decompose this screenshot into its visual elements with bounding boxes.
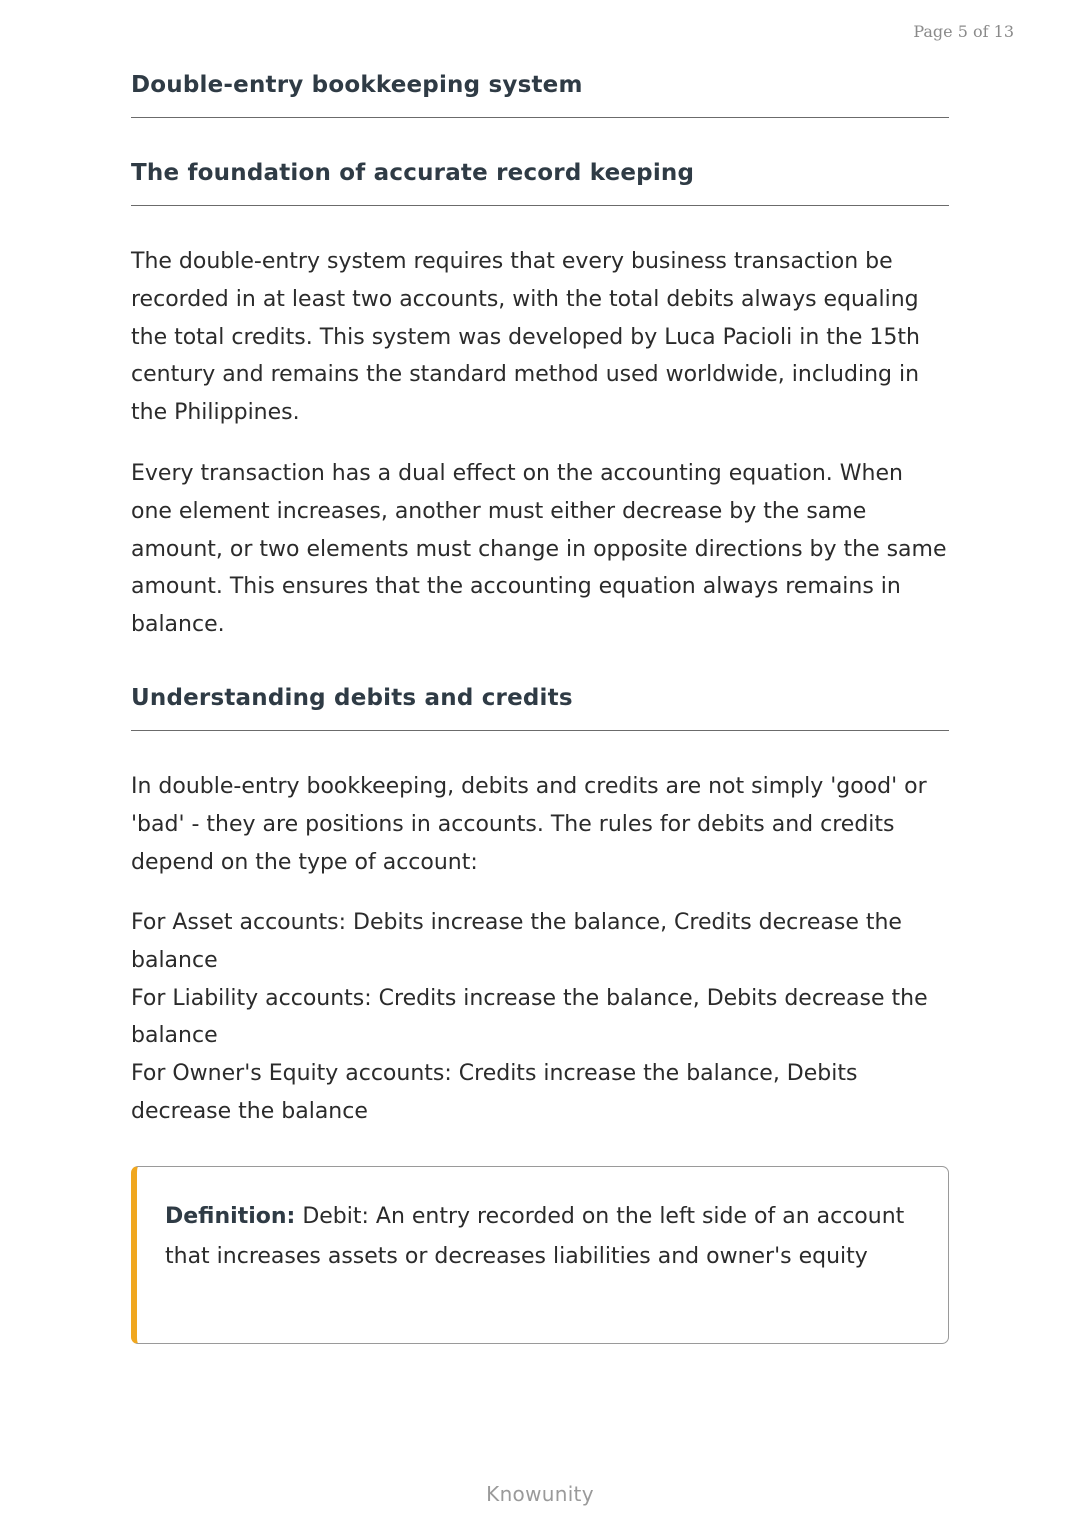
section-divider bbox=[131, 730, 949, 731]
definition-body: Debit: An entry recorded on the left side of an account that increases assets or decreases liabilities and owner's equity bbox=[165, 1204, 905, 1269]
paragraph: In double-entry bookkeeping, debits and credits are not simply 'good' or 'bad' - they are positions in accounts. The rules for debits and credits depend on the type of account: bbox=[131, 774, 927, 875]
paragraph: The double-entry system requires that every business transaction be recorded in at least two accounts, with the total debits always equaling the total credits. This system was developed by Luca Pacioli in the 15th century and remains the standard method used worldwide, including in the Philippines. bbox=[131, 249, 920, 426]
section-divider bbox=[131, 205, 949, 206]
list-item: For Liability accounts: Credits increase the balance, Debits decrease the balance bbox=[131, 985, 928, 1049]
definition-callout bbox=[131, 1166, 949, 1344]
definition-label: Definition: bbox=[165, 1204, 296, 1229]
list-item: For Owner's Equity accounts: Credits increase the balance, Debits decrease the balance bbox=[131, 1061, 858, 1124]
page-number: Page 5 of 13 bbox=[913, 22, 1014, 41]
footer-brand: Knowunity bbox=[486, 1482, 594, 1506]
section-heading-foundation: The foundation of accurate record keeping bbox=[131, 160, 695, 186]
title-divider bbox=[131, 117, 949, 118]
definition-text bbox=[165, 1197, 905, 1277]
list-item: For Asset accounts: Debits increase the balance, Credits decrease the balance bbox=[131, 910, 902, 973]
document-title: Double-entry bookkeeping system bbox=[131, 72, 583, 98]
section-heading-debits-credits: Understanding debits and credits bbox=[131, 685, 573, 711]
account-rules-list bbox=[131, 904, 949, 1131]
paragraph: Every transaction has a dual effect on the accounting equation. When one element increases, another must either decrease by the same amount, or two elements must change in opposite directions by the same amount. This ensures that the accounting equation always remains in balance. bbox=[131, 461, 947, 638]
